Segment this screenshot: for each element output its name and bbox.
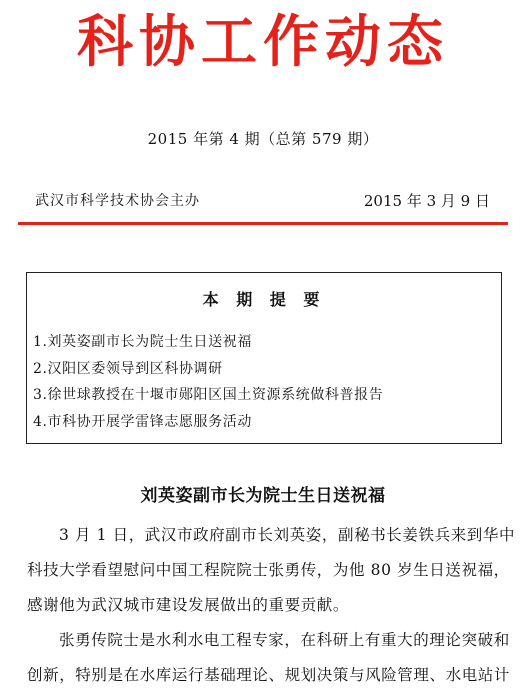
article-line: 3 月 1 日，武汉市政府副市长刘英姿，副秘书长姜铁兵来到华中 [59, 526, 516, 544]
sponsor-line: 武汉市科学技术协会主办 [35, 193, 200, 209]
highlights-box [26, 272, 502, 444]
highlight-item: 2.汉阳区委领导到区科协调研 [33, 360, 223, 377]
publication-date: 2015 年 3 月 9 日 [363, 192, 490, 210]
highlight-item: 4.市科协开展学雷锋志愿服务活动 [33, 413, 252, 430]
article-title: 刘英姿副市长为院士生日送祝福 [140, 486, 386, 506]
highlights-list [33, 329, 383, 435]
masthead-title: 科协工作动态 [77, 10, 449, 75]
article-line: 科技大学看望慰问中国工程院院士张勇传，为他 80 岁生日送祝福， [27, 561, 510, 579]
highlight-item: 1.刘英姿副市长为院士生日送祝福 [33, 334, 252, 350]
article-body [27, 518, 516, 693]
article-line: 张勇传院士是水利水电工程专家，在科研上有重大的理论突破和 [59, 631, 510, 649]
header-divider [18, 222, 508, 225]
highlights-title: 本 期 提 要 [202, 290, 326, 309]
article-line: 感谢他为武汉城市建设发展做出的重要贡献。 [27, 596, 350, 614]
issue-number: 2015 年第 4 期（总第 579 期） [147, 130, 379, 148]
article-line: 创新，特别是在水库运行基础理论、规划决策与风险管理、水电站计 [27, 666, 511, 684]
highlight-item: 3.徐世球教授在十堰市郧阳区国土资源系统做科普报告 [33, 387, 384, 403]
